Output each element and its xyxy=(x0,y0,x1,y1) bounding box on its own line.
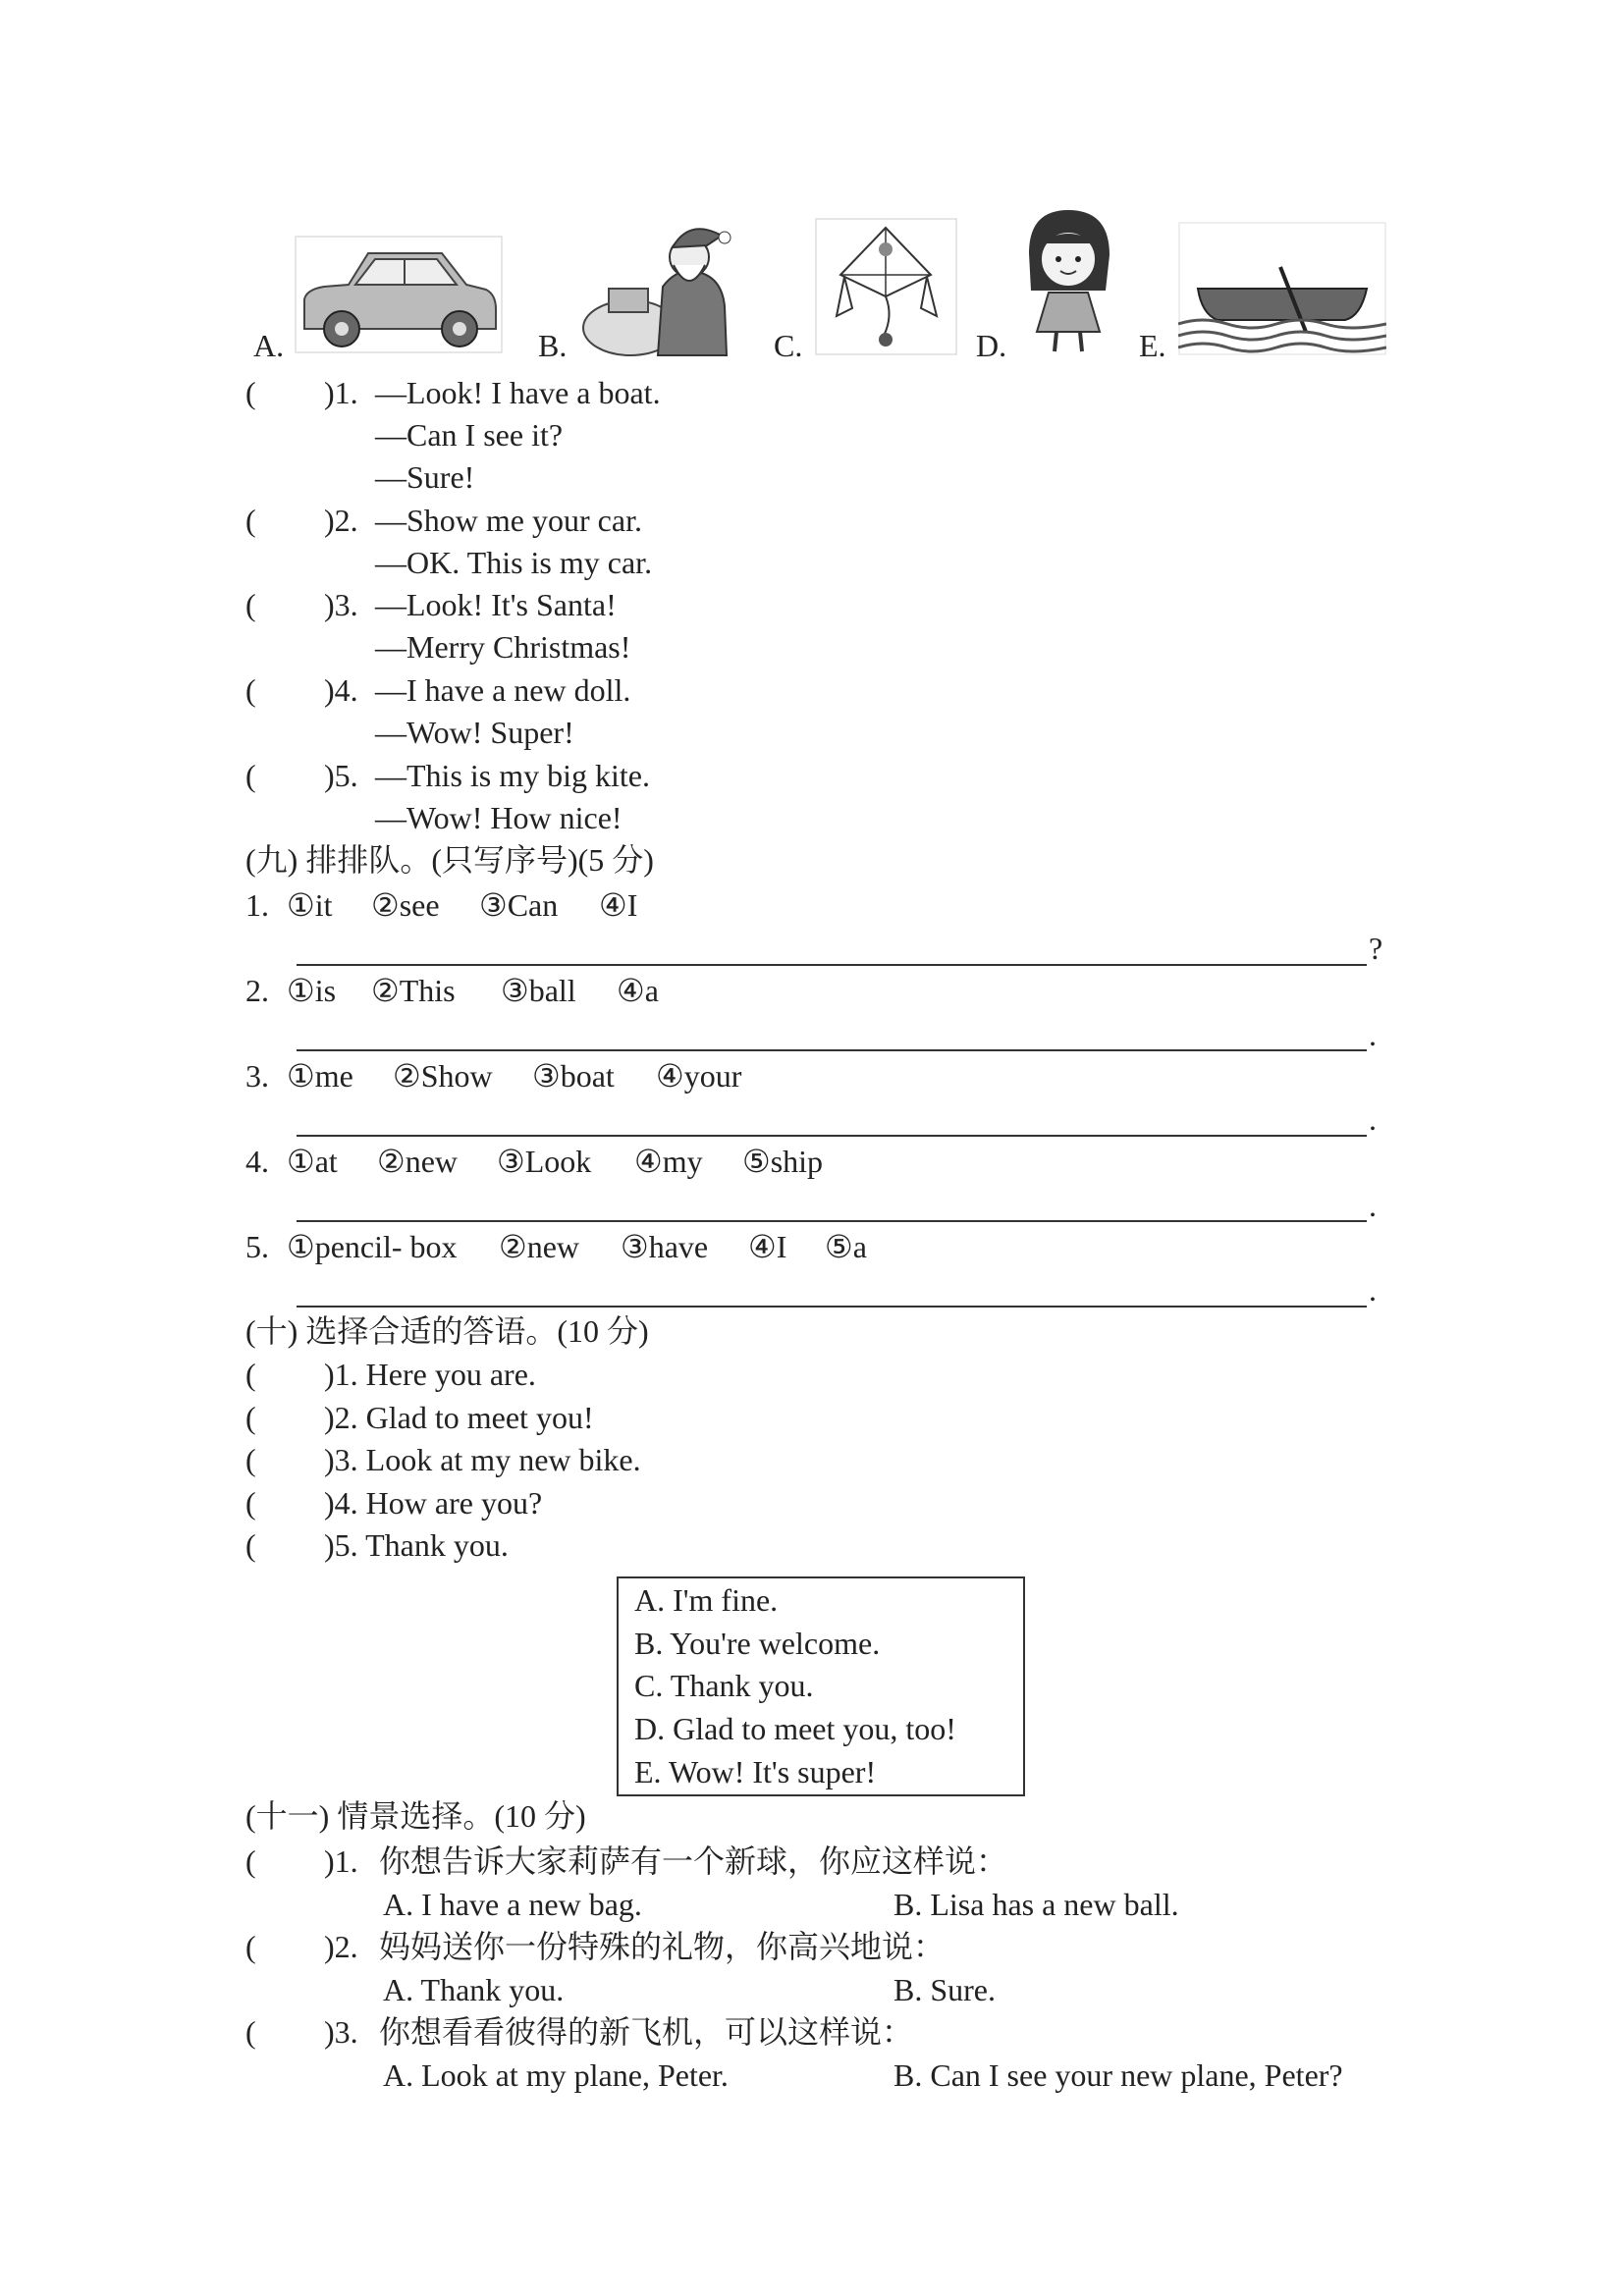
doll-icon xyxy=(1015,204,1121,357)
dialogue-line: —Sure! xyxy=(375,459,475,495)
answer-paren[interactable]: ( xyxy=(245,1357,256,1392)
word-option: ③Can xyxy=(479,887,559,923)
answer-paren[interactable]: ( xyxy=(245,758,256,793)
kite-icon xyxy=(815,218,957,355)
answer-paren[interactable]: ( xyxy=(245,672,256,708)
dialogue-line: —Show me your car. xyxy=(375,503,642,538)
section-title: (十一) 情景选择。(10 分) xyxy=(245,1798,586,1834)
answer-paren[interactable]: ( xyxy=(245,503,256,538)
question-text: )5. Thank you. xyxy=(324,1527,509,1563)
boat-icon xyxy=(1178,222,1386,355)
dialogue-line: —Look! I have a boat. xyxy=(375,375,661,410)
word-option: ①is xyxy=(287,973,337,1008)
word-option: ④I xyxy=(748,1229,787,1264)
word-option: ①at xyxy=(287,1144,338,1179)
word-option: ⑤a xyxy=(825,1229,867,1264)
item-number: 2. xyxy=(245,973,269,1008)
word-option: ③Look xyxy=(497,1144,592,1179)
word-option: ④I xyxy=(599,887,638,923)
question-text: )3. Look at my new bike. xyxy=(324,1442,641,1477)
word-option: ④my xyxy=(634,1144,703,1179)
matching-number: )5. xyxy=(324,758,358,793)
answer-paren[interactable]: ( xyxy=(245,1485,256,1521)
dialogue-line: —OK. This is my car. xyxy=(375,545,653,580)
answer-paren[interactable]: ( xyxy=(245,587,256,622)
matching-number: )1. xyxy=(324,375,358,410)
choice-b[interactable]: B. Sure. xyxy=(893,1972,996,2007)
choice-b[interactable]: B. Can I see your new plane, Peter? xyxy=(893,2057,1343,2093)
question-text: )4. How are you? xyxy=(324,1485,543,1521)
end-punct: ? xyxy=(1369,931,1383,966)
answer-line[interactable] xyxy=(297,1220,1367,1222)
dialogue-line: —Merry Christmas! xyxy=(375,629,631,665)
item-number: 1. xyxy=(245,887,269,923)
word-option: ⑤ship xyxy=(742,1144,824,1179)
answer-paren[interactable]: ( xyxy=(245,1527,256,1563)
dialogue-line: —Can I see it? xyxy=(375,417,564,453)
choice-a[interactable]: A. I have a new bag. xyxy=(383,1887,642,1922)
picture-label-d: D. xyxy=(976,328,1007,363)
item-number: 5. xyxy=(245,1229,269,1264)
choice-a[interactable]: A. Thank you. xyxy=(383,1972,565,2007)
option-item: D. Glad to meet you, too! xyxy=(634,1711,956,1746)
option-item: B. You're welcome. xyxy=(634,1626,881,1661)
word-option: ②This xyxy=(371,973,456,1008)
answer-line[interactable] xyxy=(297,1049,1367,1051)
word-option: ①it xyxy=(287,887,333,923)
word-option: ③boat xyxy=(532,1058,615,1094)
end-punct: . xyxy=(1369,1272,1377,1308)
word-option: ②new xyxy=(377,1144,458,1179)
answer-paren[interactable]: ( xyxy=(245,1929,256,1964)
word-option: ④a xyxy=(617,973,659,1008)
question-text: 你想看看彼得的新飞机，可以这样说： xyxy=(379,2014,914,2050)
dialogue-line: —Wow! Super! xyxy=(375,715,574,750)
end-punct: . xyxy=(1369,1101,1377,1137)
word-option: ③ball xyxy=(501,973,576,1008)
matching-number: )3. xyxy=(324,587,358,622)
end-punct: . xyxy=(1369,1017,1377,1052)
answer-paren[interactable]: ( xyxy=(245,1400,256,1435)
answer-line[interactable] xyxy=(297,964,1367,966)
answer-paren[interactable]: ( xyxy=(245,1442,256,1477)
dialogue-line: —I have a new doll. xyxy=(375,672,631,708)
matching-number: )4. xyxy=(324,672,358,708)
santa-icon xyxy=(579,218,756,357)
question-text: 妈妈送你一份特殊的礼物，你高兴地说： xyxy=(379,1929,946,1964)
dialogue-line: —Wow! How nice! xyxy=(375,800,623,835)
word-option: ④your xyxy=(656,1058,742,1094)
option-item: E. Wow! It's super! xyxy=(634,1754,877,1789)
answer-line[interactable] xyxy=(297,1306,1367,1308)
option-item: A. I'm fine. xyxy=(634,1582,779,1618)
question-text: 你想告诉大家莉萨有一个新球，你应这样说： xyxy=(379,1843,1008,1879)
picture-label-a: A. xyxy=(253,328,285,363)
item-number: )3. xyxy=(324,2014,358,2050)
word-option: ①me xyxy=(287,1058,353,1094)
question-text: )1. Here you are. xyxy=(324,1357,536,1392)
picture-label-c: C. xyxy=(774,328,803,363)
word-option: ②see xyxy=(371,887,440,923)
choice-b[interactable]: B. Lisa has a new ball. xyxy=(893,1887,1179,1922)
answer-paren[interactable]: ( xyxy=(245,1843,256,1879)
answer-paren[interactable]: ( xyxy=(245,2014,256,2050)
question-text: )2. Glad to meet you! xyxy=(324,1400,594,1435)
word-option: ①pencil- box xyxy=(287,1229,458,1264)
options-box xyxy=(617,1576,1025,1796)
answer-paren[interactable]: ( xyxy=(245,375,256,410)
section-title: (十) 选择合适的答语。(10 分) xyxy=(245,1313,649,1349)
matching-number: )2. xyxy=(324,503,358,538)
item-number: )1. xyxy=(324,1843,358,1879)
car-icon xyxy=(295,236,503,353)
item-number: 3. xyxy=(245,1058,269,1094)
item-number: )2. xyxy=(324,1929,358,1964)
word-option: ②Show xyxy=(393,1058,493,1094)
dialogue-line: —This is my big kite. xyxy=(375,758,650,793)
picture-label-e: E. xyxy=(1139,328,1166,363)
answer-line[interactable] xyxy=(297,1135,1367,1137)
word-option: ②new xyxy=(499,1229,579,1264)
item-number: 4. xyxy=(245,1144,269,1179)
option-item: C. Thank you. xyxy=(634,1668,814,1703)
section-title: (九) 排排队。(只写序号)(5 分) xyxy=(245,842,654,878)
picture-label-b: B. xyxy=(538,328,568,363)
dialogue-line: —Look! It's Santa! xyxy=(375,587,617,622)
word-option: ③have xyxy=(621,1229,709,1264)
end-punct: . xyxy=(1369,1188,1377,1223)
choice-a[interactable]: A. Look at my plane, Peter. xyxy=(383,2057,729,2093)
